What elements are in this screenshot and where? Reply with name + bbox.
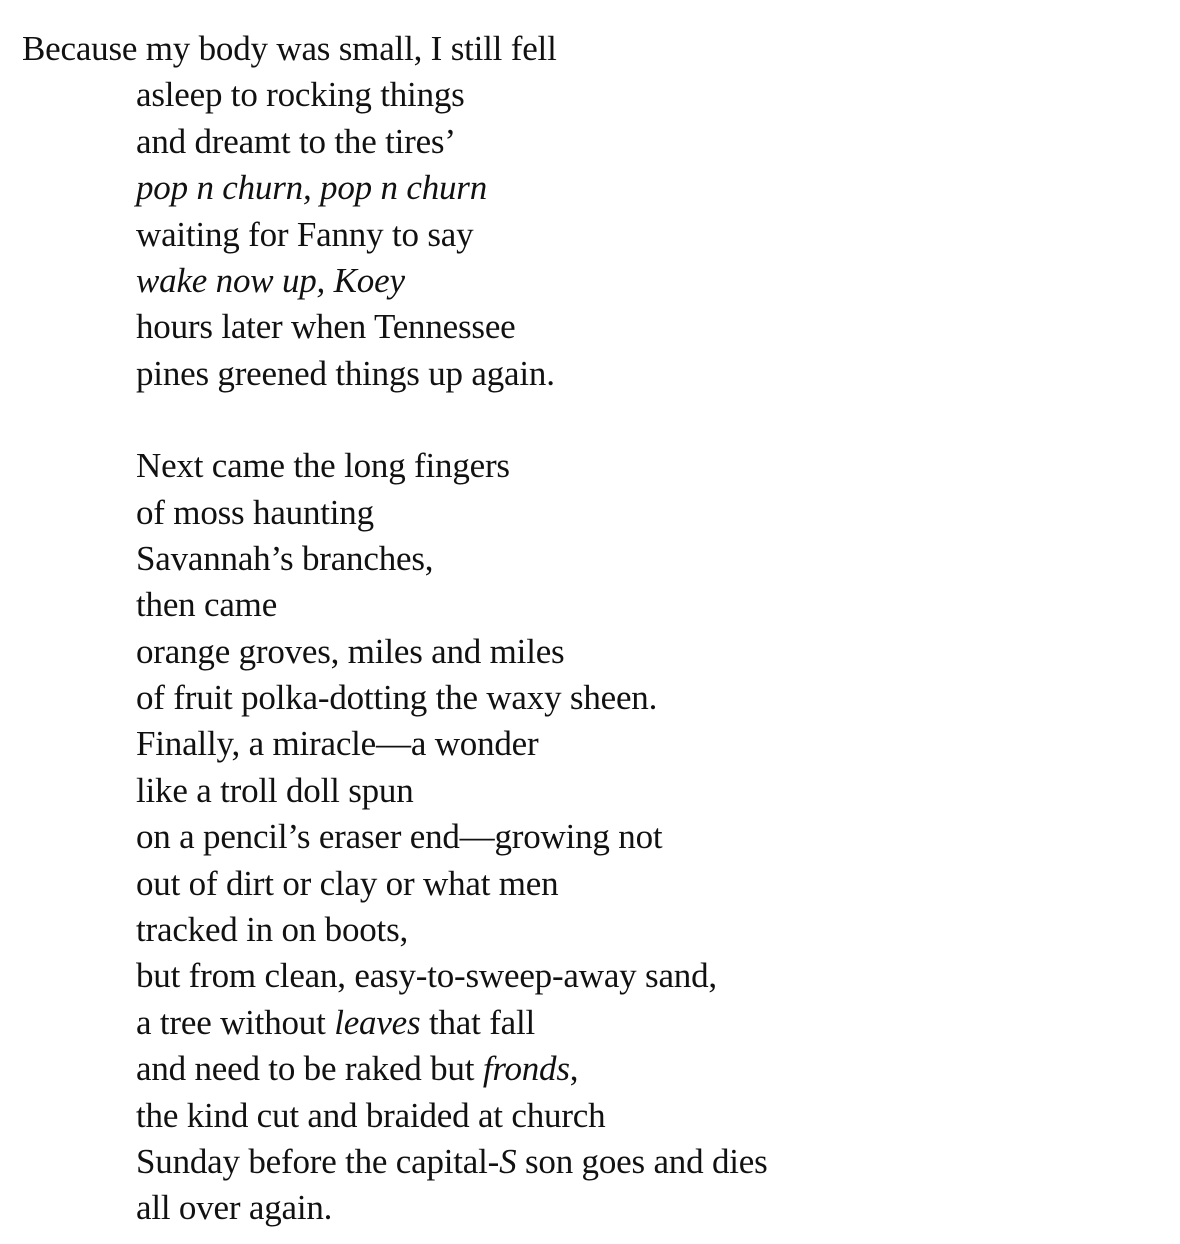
- italic-text: S: [499, 1141, 517, 1181]
- poem-line: [22, 629, 1162, 675]
- line-text: Savannah’s branches,: [136, 538, 434, 578]
- poem-line: [22, 768, 1162, 814]
- poem-line: [22, 119, 1162, 165]
- line-text: on a pencil’s eraser end—growing not: [136, 817, 663, 857]
- stanza: [22, 443, 1162, 1232]
- poem-line: [22, 1185, 1162, 1231]
- poem-line: [22, 490, 1162, 536]
- poem-line: [22, 304, 1162, 350]
- line-text: tracked in on boots,: [136, 910, 409, 950]
- poem-line: [22, 536, 1162, 582]
- italic-text: pop n churn, pop n churn: [136, 168, 488, 208]
- line-text: that fall: [420, 1002, 536, 1042]
- poem-line: [22, 1046, 1162, 1092]
- line-text: the kind cut and braided at church: [136, 1095, 606, 1135]
- poem-line: [22, 1000, 1162, 1046]
- poem-line: [22, 814, 1162, 860]
- line-text: of fruit polka-dotting the waxy sheen.: [136, 678, 658, 718]
- poem-line: [22, 953, 1162, 999]
- stanza: [22, 26, 1162, 397]
- poem-line: [22, 72, 1162, 118]
- line-text: out of dirt or clay or what men: [136, 863, 559, 903]
- poem-line: [22, 351, 1162, 397]
- line-text: hours later when Tennessee: [136, 307, 516, 347]
- line-text: then came: [136, 585, 278, 625]
- poem-line: [22, 907, 1162, 953]
- line-text: asleep to rocking things: [136, 75, 465, 115]
- poem-line: [22, 1139, 1162, 1185]
- italic-text: wake now up, Koey: [136, 260, 405, 300]
- italic-text: fronds: [482, 1049, 570, 1089]
- line-text: son goes and dies: [516, 1141, 768, 1181]
- poem-line: [22, 212, 1162, 258]
- line-text: Sunday before the capital-: [136, 1141, 500, 1181]
- line-text: pines greened things up again.: [136, 353, 555, 393]
- line-text: Finally, a miracle—a wonder: [136, 724, 539, 764]
- line-text: orange groves, miles and miles: [136, 631, 565, 671]
- line-text: all over again.: [136, 1188, 333, 1228]
- poem-line: [22, 443, 1162, 489]
- poem-line: [22, 675, 1162, 721]
- line-text: a tree without: [136, 1002, 335, 1042]
- line-text: of moss haunting: [136, 492, 374, 532]
- poem-line: [22, 165, 1162, 211]
- poem-line: [22, 1093, 1162, 1139]
- line-text: and need to be raked but: [136, 1049, 483, 1089]
- line-text: Because my body was small, I still fell: [22, 29, 557, 68]
- line-text: Next came the long fingers: [136, 446, 510, 486]
- italic-text: leaves: [334, 1002, 421, 1042]
- line-text: waiting for Fanny to say: [136, 214, 474, 254]
- poem-line: [22, 861, 1162, 907]
- poem: [22, 26, 1162, 1232]
- poem-line: [22, 258, 1162, 304]
- poem-line: [22, 582, 1162, 628]
- poem-line: [22, 26, 1162, 72]
- line-text: ,: [569, 1049, 579, 1089]
- line-text: and dreamt to the tires’: [136, 121, 456, 161]
- line-text: like a troll doll spun: [136, 770, 414, 810]
- line-text: but from clean, easy-to-sweep-away sand,: [136, 956, 717, 996]
- poem-line: [22, 721, 1162, 767]
